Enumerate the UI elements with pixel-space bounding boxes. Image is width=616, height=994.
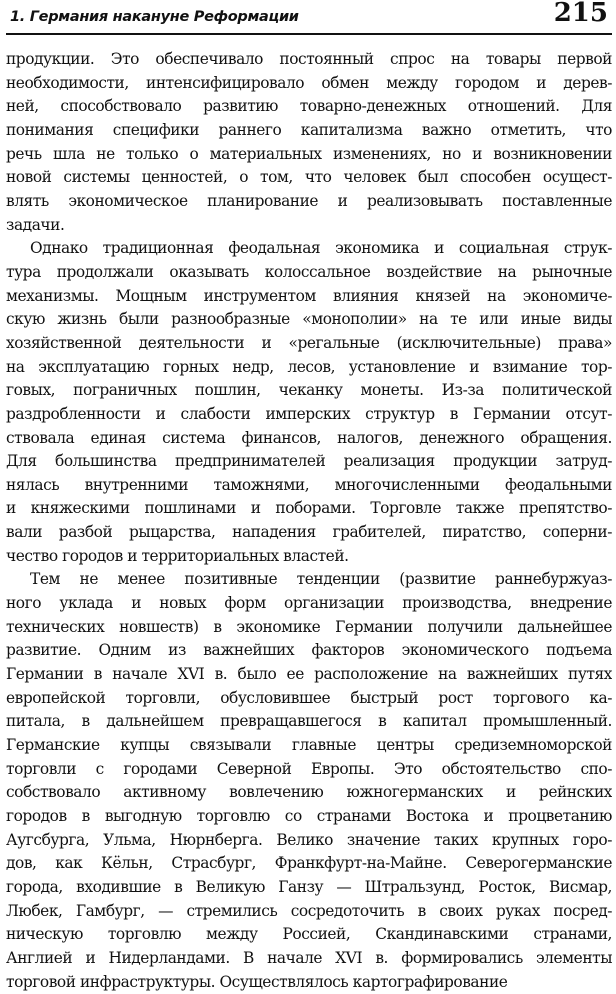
text-line: развитие. Одним из важнейших факторов экономического подъема <box>6 641 612 660</box>
text-line: городов в выгодную торговлю со странами Востока и процветанию <box>6 807 612 825</box>
text-line: собствовало активному вовлечению южногерманских и рейнских <box>6 783 612 802</box>
text-line: европейской торговли, обусловившее быстрый рост торгового ка- <box>6 688 612 707</box>
text-line: Любек, Гамбург, — стремились сосредоточить в своих руках посред- <box>6 901 612 920</box>
text-line: механизмы. Мощным инструментом влияния князей на экономиче- <box>6 286 612 305</box>
body-text <box>6 48 612 994</box>
text-line: Для большинства предпринимателей реализация продукции затруд- <box>6 452 612 471</box>
text-line: продукции. Это обеспечивало постоянный спрос на товары первой <box>6 50 612 68</box>
text-line: Однако традиционная феодальная экономика и социальная струк- <box>30 239 612 258</box>
text-line: ней, способствовало развитию товарно-денежных отношений. Для <box>6 97 612 116</box>
text-line: торговли с городами Северной Европы. Это обстоятельство спо- <box>6 759 612 778</box>
text-line: Германии в начале XVI в. было ее расположение на важнейших путях <box>6 665 612 684</box>
text-line: понимания специфики раннего капитализма важно отметить, что <box>6 120 612 139</box>
chapter-title: 1. Германия накануне Реформации <box>10 9 299 25</box>
header-rule <box>6 33 612 35</box>
paragraph <box>6 237 612 568</box>
text-line: вали разбой рыцарства, нападения грабителей, пиратство, соперни- <box>6 523 612 542</box>
text-line: хозяйственной деятельности и «регальные (исключительные) права» <box>6 333 612 352</box>
page-number: 215 <box>553 0 608 28</box>
text-line: речь шла не только о материальных изменениях, но и возникновении <box>6 144 612 163</box>
text-line: дов, как Кёльн, Страсбург, Франкфурт-на-Майне. Северогерманские <box>6 854 612 873</box>
text-line: скую жизнь были разнообразные «монополии» на те или иные виды <box>6 310 612 329</box>
text-line: и княжескими пошлинами и поборами. Торговле также препятство- <box>6 499 612 518</box>
text-line: необходимости, интенсифицировало обмен между городом и дерев- <box>6 73 612 92</box>
text-line: тура продолжали оказывать колоссальное воздействие на рыночные <box>6 262 612 281</box>
text-line: нялась внутренними таможнями, многочисленными феодальными <box>6 475 612 494</box>
text-line: ствовала единая система финансов, налогов, денежного обращения. <box>6 428 612 447</box>
text-line: на эксплуатацию горных недр, лесов, установление и взимание тор- <box>6 357 612 376</box>
text-line: Англией и Нидерландами. В начале XVI в. формировались элементы <box>6 948 612 967</box>
paragraph <box>6 568 612 994</box>
text-line: ного уклада и новых форм организации производства, внедрение <box>6 594 612 613</box>
text-line: питала, в дальнейшем превращавшегося в капитал промышленный. <box>6 712 612 731</box>
text-line: задачи. <box>6 215 65 234</box>
text-line: раздробленности и слабости имперских структур в Германии отсут- <box>6 404 612 423</box>
text-line: технических новшеств) в экономике Германии получили дальнейшее <box>6 617 612 636</box>
text-line: города, входившие в Великую Ганзу — Штральзунд, Росток, Висмар, <box>6 877 612 896</box>
paragraph <box>6 48 612 237</box>
text-line: влять экономическое планирование и реализовывать поставленные <box>6 191 612 210</box>
text-line: новой системы ценностей, о том, что человек был способен осущест- <box>6 168 612 187</box>
text-line: говых, пограничных пошлин, чеканку монеты. Из-за политической <box>6 381 612 400</box>
text-line: торговой инфраструктуры. Осуществлялось картографирование <box>6 972 508 991</box>
text-line: Аугсбурга, Ульма, Нюрнберга. Велико значение таких крупных горо- <box>6 830 612 849</box>
text-line: Германские купцы связывали главные центры средиземноморской <box>6 736 612 755</box>
text-line: чество городов и территориальных властей. <box>6 546 349 565</box>
text-line: Тем не менее позитивные тенденции (развитие раннебуржуаз- <box>30 570 612 589</box>
running-head <box>6 0 612 36</box>
text-line: ническую торговлю между Россией, Скандинавскими странами, <box>6 925 612 944</box>
